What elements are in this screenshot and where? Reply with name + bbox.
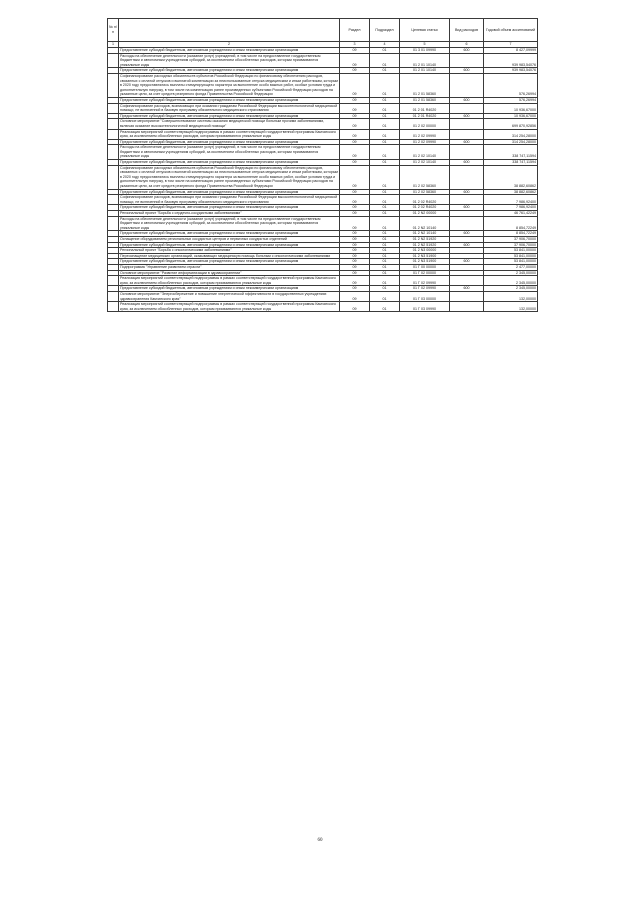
item-name: Расходы на обеспечение деятельности (оказание услуг) учреждений, в том числе на предоставление государственным бюджетным и автономным учреждениям субсидий, за исключением обособленных расходов, которым присваиваются уникальные коды: [119, 145, 340, 160]
subsection-code: 01: [370, 145, 400, 160]
section-code: 09: [340, 286, 370, 292]
column-number: 7: [484, 42, 538, 48]
target-article-code: 01 2 02 58360: [400, 165, 450, 189]
target-article-code: 01 2 02 00000: [400, 119, 450, 129]
column-number: 6: [450, 42, 484, 48]
table-body: [108, 48, 538, 312]
expense-type-code: [450, 145, 484, 160]
subsection-code: 01: [370, 259, 400, 265]
table-row: [108, 291, 538, 301]
table-row: [108, 53, 538, 68]
annual-amount: 2 345,00000: [484, 276, 538, 286]
item-name: Софинансирование расходных обязательств субъектов Российской Федерации по финансовому обеспечению расходов, связанных с оплатой отпусков и выплатой компенсации за неиспользованные отпуска медицинским и иным работникам, которым в 2020 году предоставлялись выплаты стимулирующего характера за выполнение особо важных работ, особые условия труда и дополнительную нагрузку, в том числе на компенсацию ранее произведенных субъектами Российской Федерации расходов на указанные цели, за счет средств резервного фонда Правительства Российской Федерации: [120, 165, 338, 189]
section-code: 09: [340, 259, 370, 265]
row-number-cell: [108, 291, 119, 301]
expense-type-code: 600: [450, 189, 484, 195]
row-number-cell: [108, 145, 119, 160]
item-name: Предоставление субсидий бюджетным, автономным учреждениям и иным некоммерческим организациям: [119, 286, 340, 292]
section-code: 09: [340, 216, 370, 231]
table-row: [108, 129, 538, 139]
annual-amount: 7 986,92400: [484, 205, 538, 211]
section-code: 09: [340, 139, 370, 145]
page-number: 60: [317, 838, 323, 843]
section-code: 09: [340, 264, 370, 270]
subsection-code: 01: [370, 286, 400, 292]
annual-amount: 699 870,92856: [484, 119, 538, 129]
header-row: [108, 19, 538, 42]
item-name: Расходы на обеспечение деятельности (оказание услуг) учреждений, в том числе на предоставление государственным бюджетным и автономным учреждениям субсидий, за исключением обособленных расходов, которым присваиваются уникальные коды: [119, 216, 340, 231]
item-name: Оснащение оборудованием региональных сосудистых центров и первичных сосудистых отделений: [119, 236, 340, 242]
item-name: Основное мероприятие "Совершенствование системы оказания медицинской помощи больным прочими заболеваниями, включая оказание высокотехнологичной медицинской помощи": [119, 119, 340, 129]
annual-amount: 10 936,67000: [484, 103, 538, 113]
annual-amount: 314 254,28000: [484, 139, 538, 145]
target-article-code: 01 Г 02 09990: [400, 286, 450, 292]
section-code: 09: [340, 113, 370, 119]
subsection-code: 01: [370, 291, 400, 301]
section-code: 09: [340, 195, 370, 205]
target-article-code: 01 Г 00 00000: [400, 264, 450, 270]
subsection-code: 01: [370, 165, 400, 189]
section-code: 09: [340, 129, 370, 139]
target-article-code: 01 2 N2 10140: [400, 231, 450, 237]
target-article-code: 01 2 N2 10140: [400, 216, 450, 231]
target-article-code: 01 2 N2 51920: [400, 242, 450, 248]
expense-type-code: 600: [450, 205, 484, 211]
section-code: 09: [340, 119, 370, 129]
item-name: Предоставление субсидий бюджетным, автономным учреждениям и иным некоммерческим организациям: [119, 68, 340, 74]
section-code: 09: [340, 205, 370, 211]
annual-amount: 37 906,70000: [484, 242, 538, 248]
target-article-code: 01 2 N2 00000: [400, 211, 450, 217]
section-code: 09: [340, 97, 370, 103]
section-code: 09: [340, 242, 370, 248]
target-article-code: 01 Г 02 00000: [400, 270, 450, 276]
section-code: 09: [340, 160, 370, 166]
annual-amount: 8 854,72249: [484, 231, 538, 237]
target-article-code: 01 2 N3 51900: [400, 253, 450, 259]
item-name: Региональный проект "Борьба с онкологическими заболеваниями": [119, 248, 340, 254]
budget-table: [107, 18, 538, 312]
expense-type-code: [450, 165, 484, 189]
expense-type-code: [450, 129, 484, 139]
subsection-code: 01: [370, 205, 400, 211]
expense-type-code: [450, 216, 484, 231]
item-name: Предоставление субсидий бюджетным, автономным учреждениям и иным некоммерческим организациям: [119, 205, 340, 211]
item-name: Предоставление субсидий бюджетным, автономным учреждениям и иным некоммерческим организациям: [119, 139, 340, 145]
target-article-code: 01 Г 03 09990: [400, 302, 450, 312]
row-number-cell: [108, 73, 119, 97]
row-number-cell: [108, 53, 119, 68]
target-article-code: 01 2 01 58360: [400, 97, 450, 103]
item-name: Расходы на обеспечение деятельности (оказание услуг) учреждений, в том числе на предоставление государственным бюджетным и автономным учреждениям субсидий, за исключением обособленных расходов, которым присваиваются уникальные коды: [119, 53, 340, 68]
target-article-code: 01 2 01 R4020: [400, 113, 450, 119]
target-article-code: 01 2 N3 51900: [400, 259, 450, 265]
expense-type-code: 600: [450, 113, 484, 119]
expense-type-code: [450, 103, 484, 113]
item-name: Софинансирование расходов, возникающих при оказании гражданам Российской Федерации высокотехнологичной медицинской помощи, не включенной в базовую программу обязательного медицинского страхования: [119, 103, 340, 113]
header-amount: Годовой объем ассигнований: [484, 19, 538, 42]
annual-amount: 53 841,00000: [484, 248, 538, 254]
annual-amount: 576,26994: [484, 73, 538, 97]
row-number-cell: [108, 216, 119, 231]
annual-amount: 53 841,00000: [484, 259, 538, 265]
annual-amount: 8 854,72249: [484, 216, 538, 231]
annual-amount: 38 882,60862: [484, 165, 538, 189]
section-code: 09: [340, 248, 370, 254]
item-name: Предоставление субсидий бюджетным, автономным учреждениям и иным некоммерческим организациям: [119, 113, 340, 119]
subsection-code: 01: [370, 53, 400, 68]
target-article-code: 01 Г 03 00000: [400, 291, 450, 301]
target-article-code: 01 2 02 09990: [400, 129, 450, 139]
subsection-code: 01: [370, 231, 400, 237]
item-name: Реализация мероприятий соответствующей подпрограммы в рамках соответствующей государственной программы Камчатского края, за исключением обособленных расходов, которым присваиваются уникальные коды: [119, 276, 340, 286]
annual-amount: 338 747,11594: [484, 145, 538, 160]
item-name: Реализация мероприятий соответствующей подпрограммы в рамках соответствующей государственной программы Камчатского края, за исключением обособленных расходов, которым присваиваются уникальные коды: [119, 129, 340, 139]
table-row: [108, 119, 538, 129]
table-row: [108, 216, 538, 231]
row-number-cell: [108, 195, 119, 205]
column-number: 3: [340, 42, 370, 48]
section-code: 09: [340, 189, 370, 195]
subsection-code: 01: [370, 195, 400, 205]
item-name: Предоставление субсидий бюджетным, автономным учреждениям и иным некоммерческим организациям: [119, 231, 340, 237]
subsection-code: 01: [370, 160, 400, 166]
target-article-code: 01 3 01 09990: [400, 48, 450, 54]
annual-amount: 53 841,00000: [484, 253, 538, 259]
subsection-code: 01: [370, 139, 400, 145]
section-code: 09: [340, 236, 370, 242]
target-article-code: 01 2 02 09990: [400, 139, 450, 145]
item-name: Основное мероприятие "Развитие информатизации в здравоохранении": [119, 270, 340, 276]
expense-type-code: [450, 119, 484, 129]
expense-type-code: [450, 73, 484, 97]
subsection-code: 01: [370, 264, 400, 270]
item-name: Реализация мероприятий соответствующей подпрограммы в рамках соответствующей государственной программы Камчатского края, за исключением обособленных расходов, которым присваиваются уникальные коды: [119, 302, 340, 312]
table-row: [108, 276, 538, 286]
table-row: [108, 145, 538, 160]
item-name: Переоснащение медицинских организаций, оказывающих медицинскую помощь больным с онкологическими заболеваниями: [119, 253, 340, 259]
expense-type-code: 600: [450, 259, 484, 265]
header-target: Целевая статья: [400, 19, 450, 42]
item-name: Подпрограмма "Управление развитием отрасли": [119, 264, 340, 270]
annual-amount: 132,00000: [484, 291, 538, 301]
expense-type-code: 600: [450, 68, 484, 74]
section-code: 09: [340, 145, 370, 160]
subsection-code: 01: [370, 236, 400, 242]
expense-type-code: [450, 53, 484, 68]
annual-amount: 576,26994: [484, 97, 538, 103]
annual-amount: 38 882,60862: [484, 189, 538, 195]
expense-type-code: [450, 195, 484, 205]
table-row: [108, 165, 538, 189]
row-number-cell: [108, 276, 119, 286]
expense-type-code: [450, 302, 484, 312]
target-article-code: 01 2 N3 00000: [400, 248, 450, 254]
section-code: 09: [340, 302, 370, 312]
annual-amount: 7 986,92400: [484, 195, 538, 205]
column-number: 2: [119, 42, 340, 48]
table-row: [108, 73, 538, 97]
subsection-code: 01: [370, 48, 400, 54]
target-article-code: 01 2 02 10140: [400, 145, 450, 160]
section-code: 09: [340, 231, 370, 237]
row-number-cell: [108, 119, 119, 129]
annual-amount: 338 747,11594: [484, 160, 538, 166]
annual-amount: 2 477,00000: [484, 264, 538, 270]
header-name: [119, 19, 340, 42]
table-row: [108, 302, 538, 312]
item-name: Предоставление субсидий бюджетным, автономным учреждениям и иным некоммерческим организациям: [119, 97, 340, 103]
column-number: 4: [370, 42, 400, 48]
section-code: 09: [340, 48, 370, 54]
section-code: 09: [340, 73, 370, 97]
expense-type-code: [450, 291, 484, 301]
header-number: № п/п: [108, 19, 119, 42]
section-code: 09: [340, 291, 370, 301]
section-code: 09: [340, 68, 370, 74]
section-code: 09: [340, 253, 370, 259]
item-name: Предоставление субсидий бюджетным, автономным учреждениям и иным некоммерческим организациям: [119, 242, 340, 248]
subsection-code: 01: [370, 216, 400, 231]
row-number-cell: [108, 129, 119, 139]
header-type: Вид расходов: [450, 19, 484, 42]
subsection-code: 01: [370, 73, 400, 97]
target-article-code: 01 2 02 58360: [400, 189, 450, 195]
header-section: Раздел: [340, 19, 370, 42]
item-name: Предоставление субсидий бюджетным, автономным учреждениям и иным некоммерческим организациям: [119, 189, 340, 195]
target-article-code: 01 2 02 R4020: [400, 195, 450, 205]
section-code: 09: [340, 165, 370, 189]
expense-type-code: 600: [450, 48, 484, 54]
subsection-code: 01: [370, 113, 400, 119]
annual-amount: 8 427,09999: [484, 48, 538, 54]
subsection-code: 01: [370, 103, 400, 113]
item-name: Предоставление субсидий бюджетным, автономным учреждениям и иным некоммерческим организациям: [119, 160, 340, 166]
target-article-code: 01 2 01 10140: [400, 68, 450, 74]
expense-type-code: 600: [450, 160, 484, 166]
annual-amount: 37 906,70000: [484, 236, 538, 242]
column-number: 5: [400, 42, 450, 48]
target-article-code: 01 2 01 58360: [400, 73, 450, 97]
item-name: Основное мероприятие "Энергосбережение и повышение энергетической эффективности в государственных учреждениях здравоохранения Камчатского края": [119, 291, 340, 301]
subsection-code: 01: [370, 211, 400, 217]
annual-amount: 46 761,42249: [484, 211, 538, 217]
target-article-code: 01 2 01 10140: [400, 53, 450, 68]
expense-type-code: 600: [450, 286, 484, 292]
subsection-code: 01: [370, 119, 400, 129]
expense-type-code: [450, 276, 484, 286]
section-code: 09: [340, 270, 370, 276]
annual-amount: 132,00000: [484, 302, 538, 312]
row-number-cell: [108, 103, 119, 113]
target-article-code: 01 2 N2 51920: [400, 236, 450, 242]
item-name: Предоставление субсидий бюджетным, автономным учреждениям и иным некоммерческим организациям: [119, 259, 340, 265]
subsection-code: 01: [370, 97, 400, 103]
target-article-code: 01 2 01 R4020: [400, 103, 450, 113]
row-number-cell: [108, 165, 119, 189]
annual-amount: 2 345,00000: [484, 286, 538, 292]
annual-amount: 939 983,54076: [484, 68, 538, 74]
annual-amount: 2 345,00000: [484, 270, 538, 276]
subsection-code: 01: [370, 253, 400, 259]
header-subsection: Подраздел: [370, 19, 400, 42]
subsection-code: 01: [370, 242, 400, 248]
expense-type-code: 600: [450, 97, 484, 103]
row-number-cell: [108, 302, 119, 312]
expense-type-code: 600: [450, 242, 484, 248]
annual-amount: 939 983,54076: [484, 53, 538, 68]
subsection-code: 01: [370, 68, 400, 74]
subsection-code: 01: [370, 270, 400, 276]
item-name: Региональный проект "Борьба с сердечно-сосудистыми заболеваниями": [119, 211, 340, 217]
subsection-code: 01: [370, 129, 400, 139]
item-name: Предоставление субсидий бюджетным, автономным учреждениям и иным некоммерческим организациям: [119, 48, 340, 54]
subsection-code: 01: [370, 276, 400, 286]
section-code: 09: [340, 53, 370, 68]
expense-type-code: 600: [450, 231, 484, 237]
subsection-code: 01: [370, 189, 400, 195]
annual-amount: 10 936,67000: [484, 113, 538, 119]
column-number: 1: [108, 42, 119, 48]
section-code: 09: [340, 103, 370, 113]
table-row: [108, 195, 538, 205]
section-code: 09: [340, 276, 370, 286]
table-row: [108, 103, 538, 113]
target-article-code: 01 2 02 R4020: [400, 205, 450, 211]
target-article-code: 01 Г 02 09990: [400, 276, 450, 286]
item-name: Софинансирование расходов, возникающих при оказании гражданам Российской Федерации высокотехнологичной медицинской помощи, не включенной в базовую программу обязательного медицинского страхования: [119, 195, 340, 205]
annual-amount: 314 254,28000: [484, 129, 538, 139]
subsection-code: 01: [370, 302, 400, 312]
subsection-code: 01: [370, 248, 400, 254]
target-article-code: 01 2 02 10140: [400, 160, 450, 166]
item-name: Софинансирование расходных обязательств субъектов Российской Федерации по финансовому обеспечению расходов, связанных с оплатой отпусков и выплатой компенсации за неиспользованные отпуска медицинским и иным работникам, которым в 2020 году предоставлялись выплаты стимулирующего характера за выполнение особо важных работ, особые условия труда и дополнительную нагрузку, в том числе на компенсацию ранее произведенных субъектами Российской Федерации расходов на указанные цели, за счет средств резервного фонда Правительства Российской Федерации: [120, 73, 338, 97]
section-code: 09: [340, 211, 370, 217]
expense-type-code: 600: [450, 139, 484, 145]
